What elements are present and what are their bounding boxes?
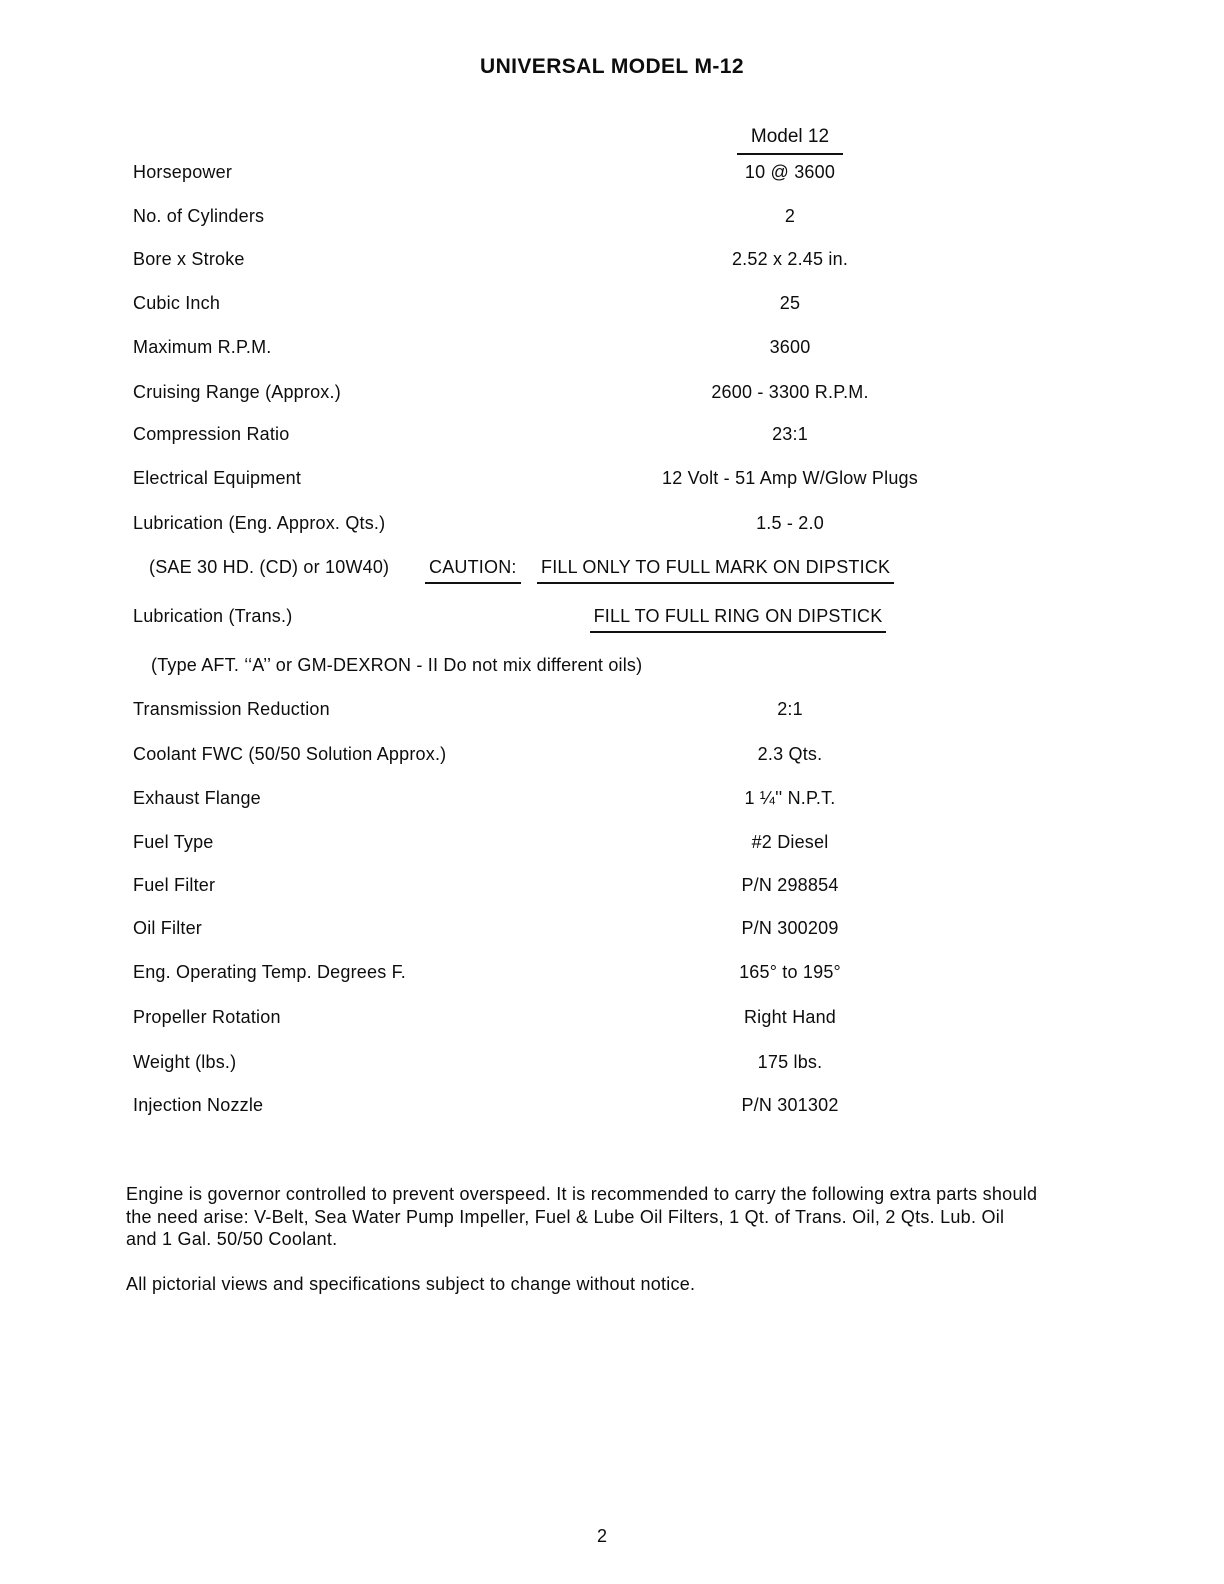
spec-row-cruising-range [0, 382, 1224, 406]
spec-label: Electrical Equipment [133, 468, 302, 488]
page-number: 2 [596, 1526, 607, 1546]
spec-row-propeller-rotation [0, 1007, 1224, 1031]
spec-row-horsepower [0, 162, 1224, 186]
spec-row-compression-ratio [0, 424, 1224, 448]
spec-row-max-rpm [0, 337, 1224, 361]
spec-value: 10 @ 3600 [744, 162, 836, 182]
paragraph-line: the need arise: V-Belt, Sea Water Pump Impeller, Fuel & Lube Oil Filters, 1 Qt. of Trans. Oil, 2 Qts. Lub. Oil [126, 1206, 1005, 1227]
spec-label: Bore x Stroke [133, 249, 245, 269]
spec-label: Cubic Inch [133, 293, 221, 313]
spec-value: Right Hand [743, 1007, 837, 1027]
spec-value: P/N 301302 [741, 1095, 839, 1115]
spec-value: 1 ¼'' N.P.T. [744, 788, 836, 808]
spec-row-operating-temp [0, 962, 1224, 986]
transmission-oil-type-note: (Type AFT. ‘‘A’’ or GM-DEXRON - II Do not mix different oils) [151, 655, 643, 675]
spec-value: 12 Volt - 51 Amp W/Glow Plugs [662, 468, 918, 488]
spec-row-cubic-inch [0, 293, 1224, 317]
spec-label: Fuel Filter [133, 875, 216, 895]
type-note-row [0, 655, 1224, 679]
spec-value: #2 Diesel [751, 832, 829, 852]
spec-value: 165° to 195° [739, 962, 841, 982]
disclaimer-paragraph [126, 1273, 1136, 1296]
extra-parts-paragraph [126, 1183, 1136, 1251]
spec-value: P/N 300209 [741, 918, 839, 938]
spec-row-fuel-type [0, 832, 1224, 856]
spec-value: 25 [779, 293, 801, 313]
spec-label: Lubrication (Eng. Approx. Qts.) [133, 513, 386, 533]
spec-label: Weight (lbs.) [133, 1052, 237, 1072]
spec-value: 2.3 Qts. [757, 744, 823, 764]
spec-value: 1.5 - 2.0 [756, 513, 824, 533]
spec-label: Horsepower [133, 162, 233, 182]
spec-value: 3600 [769, 337, 811, 357]
paragraph-line: and 1 Gal. 50/50 Coolant. [126, 1229, 338, 1249]
spec-label: Fuel Type [133, 832, 214, 852]
spec-row-cylinders [0, 206, 1224, 230]
spec-row-lubrication-eng [0, 513, 1224, 537]
spec-label: Eng. Operating Temp. Degrees F. [133, 962, 407, 982]
page-title: UNIVERSAL MODEL M-12 [480, 55, 744, 78]
spec-label: No. of Cylinders [133, 206, 265, 226]
spec-label: Injection Nozzle [133, 1095, 264, 1115]
spec-label: Propeller Rotation [133, 1007, 281, 1027]
caution-row [0, 557, 1224, 581]
caution-text: FILL ONLY TO FULL MARK ON DIPSTICK [537, 557, 894, 584]
column-header-wrap [420, 126, 1160, 155]
sae-oil-note: (SAE 30 HD. (CD) or 10W40) [149, 557, 390, 577]
spec-row-fuel-filter [0, 875, 1224, 899]
spec-row-bore-stroke [0, 249, 1224, 273]
spec-label: Maximum R.P.M. [133, 337, 272, 357]
spec-row-exhaust-flange [0, 788, 1224, 812]
spec-label: Transmission Reduction [133, 699, 330, 719]
spec-value: 23:1 [772, 424, 808, 444]
caution-label: CAUTION: [425, 557, 521, 584]
spec-value: 2.52 x 2.45 in. [731, 249, 849, 269]
spec-value: 2600 - 3300 R.P.M. [711, 382, 869, 402]
trans-fill-instruction: FILL TO FULL RING ON DIPSTICK [590, 606, 887, 633]
spec-value: P/N 298854 [741, 875, 839, 895]
spec-row-oil-filter [0, 918, 1224, 942]
spec-row-transmission-reduction [0, 699, 1224, 723]
spec-label: Cruising Range (Approx.) [133, 382, 341, 402]
paragraph-line: All pictorial views and specifications subject to change without notice. [126, 1274, 696, 1294]
spec-row-weight [0, 1052, 1224, 1076]
spec-label: Coolant FWC (50/50 Solution Approx.) [133, 744, 447, 764]
spec-value: 2 [784, 206, 796, 226]
paragraph-line: Engine is governor controlled to prevent overspeed. It is recommended to carry the following extra parts should [126, 1184, 1038, 1204]
spec-row-injection-nozzle [0, 1095, 1224, 1119]
spec-row-lubrication-trans [0, 606, 1224, 630]
spec-label: Oil Filter [133, 918, 202, 938]
spec-row-coolant [0, 744, 1224, 768]
spec-value: 2:1 [777, 699, 803, 719]
spec-label: Lubrication (Trans.) [133, 606, 293, 626]
spec-value: 175 lbs. [757, 1052, 823, 1072]
spec-row-electrical [0, 468, 1224, 492]
spec-label: Compression Ratio [133, 424, 290, 444]
column-header-model-12: Model 12 [737, 126, 843, 155]
spec-label: Exhaust Flange [133, 788, 261, 808]
